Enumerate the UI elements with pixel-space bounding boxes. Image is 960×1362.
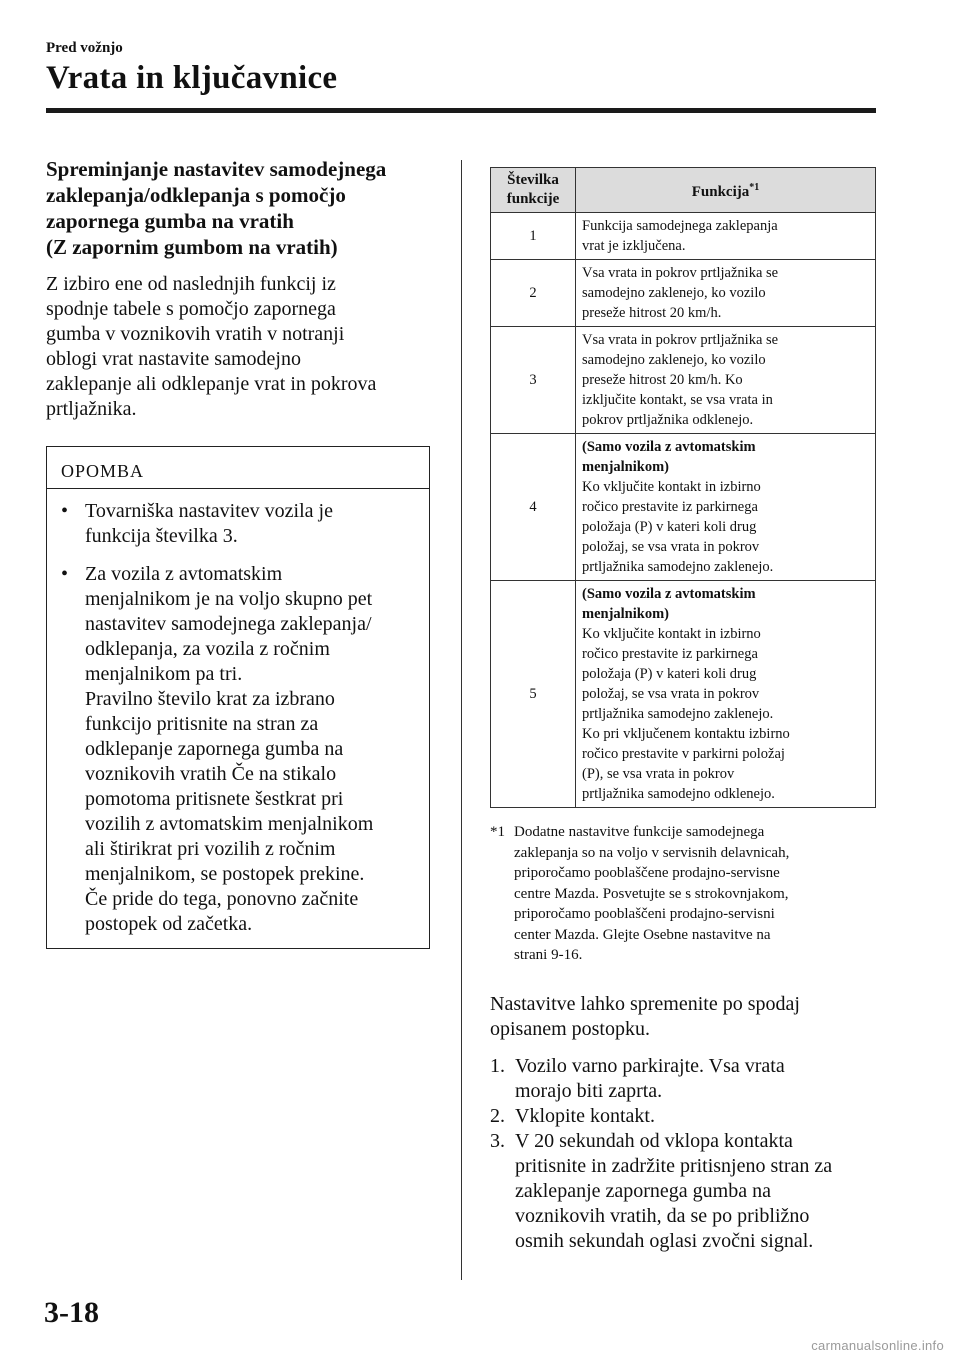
footnote-text: Dodatne nastavitve funkcije samodejnega zaklepanja so na voljo v servisnih delavnicah, priporočamo pooblaščene prodajno-servisne centre Mazda. Posvetujte se s strokovnjakom, priporočamo pooblaščeni prodajno-servisni center Mazda. Glejte Osebne nastavitve na strani 9-16. [514, 824, 790, 963]
note-list [47, 489, 429, 937]
function-description: Vsa vrata in pokrov prtljažnika se samodejno zaklenejo, ko vozilo preseže hitrost 20 km/h. Ko izključite kontakt, se vsa vrata in pokrov prtljažnika odklenejo. [576, 327, 876, 434]
bullet-icon: • [61, 563, 69, 585]
step-text: Vklopite kontakt. [515, 1104, 655, 1127]
step-number: 2. [490, 1104, 505, 1127]
table-row [491, 213, 876, 260]
title-rule [46, 108, 876, 113]
function-text: Ko vključite kontakt in izbirno ročico prestavite iz parkirnega položaja (P) v kateri koli drug položaj, se vsa vrata in pokrov prtljažnika samodejno zaklenejo. Ko pri vključenem kontaktu izbirno ročico prestavite v parkirni položaj (P), se vsa vrata in pokrov prtljažnika samodejno odklenejo. [582, 626, 790, 802]
section-label: Pred vožnjo [46, 40, 123, 56]
page-title: Vrata in ključavnice [46, 60, 338, 96]
procedure-steps [490, 1054, 876, 1254]
note-item [61, 562, 417, 937]
function-condition: (Samo vozila z avtomatskim menjalnikom) [582, 439, 756, 475]
table-row [491, 327, 876, 434]
function-description [576, 434, 876, 581]
function-description: Funkcija samodejnega zaklepanja vrat je izključena. [576, 213, 876, 260]
bullet-icon: • [61, 500, 69, 522]
procedure-intro: Nastavitve lahko spremenite po spodaj opisanem postopku. [490, 992, 800, 1040]
table-row [491, 260, 876, 327]
note-text: Za vozila z avtomatskim menjalnikom je na voljo skupno pet nastavitev samodejnega zaklepanja/ odklepanja, za vozila z ročnim menjalnikom pa tri. Pravilno število krat za izbrano funkcijo pritisnite na stran za odklepanje zapornega gumba na voznikovih vratih Če na stikalo pomotoma pritisnete šestkrat pri vozilih z avtomatskim menjalnikom ali štirikrat pri vozilih z ročnim menjalnikom, se postopek prekine. Če pride do tega, ponovno začnite postopek od začetka. [85, 563, 374, 935]
step-text: V 20 sekundah od vklopa kontakta pritisnite in zadržite pritisnjeno stran za zaklepanje zapornega gumba na voznikovih vratih, da se po približno osmih sekundah oglasi zvočni signal. [515, 1129, 833, 1252]
function-table [490, 167, 876, 808]
note-box [46, 446, 430, 949]
note-text: Tovarniška nastavitev vozila je funkcija številka 3. [85, 500, 333, 547]
col-header-function: Funkcija$^{*1}$ [576, 168, 876, 213]
function-description [576, 581, 876, 808]
watermark[interactable]: carmanualsonline.info [811, 1338, 944, 1353]
function-text: Ko vključite kontakt in izbirno ročico prestavite iz parkirnega položaja (P) v kateri koli drug položaj, se vsa vrata in pokrov prtljažnika samodejno zaklenejo. [582, 479, 774, 575]
table-row [491, 581, 876, 808]
function-number: 3 [491, 327, 576, 434]
table-header-row [491, 168, 876, 213]
list-item [490, 1129, 876, 1254]
step-number: 1. [490, 1054, 505, 1077]
page-number: 3-18 [44, 1296, 99, 1329]
function-number: 4 [491, 434, 576, 581]
footnote [490, 822, 876, 966]
function-number: 5 [491, 581, 576, 808]
right-column [490, 167, 876, 1254]
footnote-ref: *1 [749, 182, 760, 193]
note-heading: OPOMBA [47, 447, 429, 489]
function-number: 2 [491, 260, 576, 327]
table-row [491, 434, 876, 581]
subheading: Spreminjanje nastavitev samodejnega zaklepanja/odklepanja s pomočjo zapornega gumba na vratih (Z zapornim gumbom na vratih) [46, 157, 387, 259]
left-column [46, 156, 432, 422]
footnote-mark: *1 [490, 824, 505, 840]
function-condition: (Samo vozila z avtomatskim menjalnikom) [582, 586, 756, 622]
function-number: 1 [491, 213, 576, 260]
function-description: Vsa vrata in pokrov prtljažnika se samodejno zaklenejo, ko vozilo preseže hitrost 20 km/h. [576, 260, 876, 327]
intro-paragraph: Z izbiro ene od naslednjih funkcij iz spodnje tabele s pomočjo zapornega gumba v voznikovih vratih v notranji oblogi vrat nastavite samodejno zaklepanje ali odklepanje vrat in pokrova prtljažnika. [46, 273, 377, 420]
list-item [490, 1054, 876, 1104]
column-divider [461, 160, 462, 1280]
col-header-number: Številka funkcije [491, 168, 576, 213]
step-text: Vozilo varno parkirajte. Vsa vrata morajo biti zaprta. [515, 1054, 785, 1102]
list-item [490, 1104, 876, 1129]
note-item [61, 499, 417, 549]
step-number: 3. [490, 1129, 505, 1152]
